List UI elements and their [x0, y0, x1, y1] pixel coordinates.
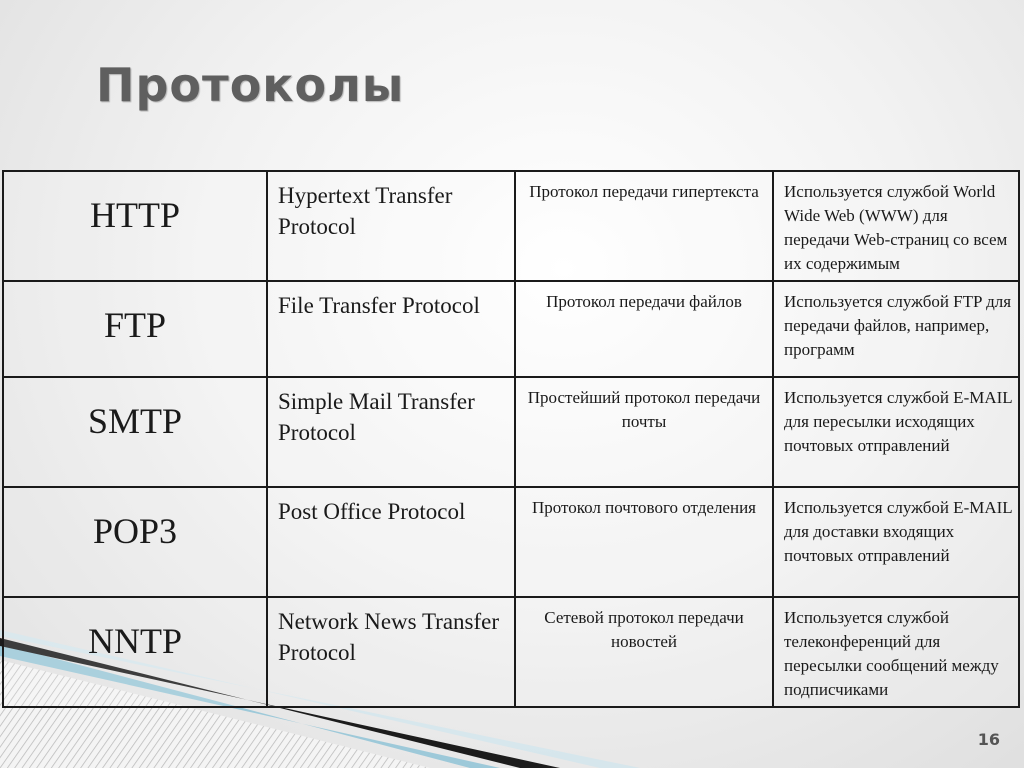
protocol-russian-name: Сетевой протокол передачи новостей: [544, 608, 744, 651]
table-row: [3, 597, 1019, 707]
protocol-abbr: POP3: [92, 511, 178, 551]
protocol-full-name: File Transfer Protocol: [278, 293, 480, 318]
protocol-abbr: NNTP: [87, 621, 182, 661]
protocol-full-name: Network News Transfer Protocol: [278, 609, 500, 665]
slide-title: Протоколы: [96, 58, 405, 112]
protocol-russian-name: Протокол передачи файлов: [546, 292, 742, 311]
protocol-usage: Используется службой World Wide Web (WWW) для передачи Web-страниц со всем их содержимым: [784, 182, 1008, 273]
protocols-table: [2, 170, 1020, 708]
protocol-russian-name: Протокол почтового отделения: [531, 498, 756, 517]
protocol-full-name: Hypertext Transfer Protocol: [278, 183, 453, 239]
protocol-russian-name: Протокол передачи гипертекста: [529, 182, 759, 201]
protocol-russian-name: Простейший протокол передачи почты: [527, 388, 761, 431]
protocol-abbr: HTTP: [90, 195, 180, 235]
page-number: 16: [977, 730, 1000, 749]
protocol-full-name: Post Office Protocol: [278, 499, 466, 524]
table-row: [3, 171, 1019, 281]
protocol-abbr: SMTP: [87, 401, 183, 441]
table-row: [3, 377, 1019, 487]
protocol-abbr: FTP: [103, 305, 167, 345]
protocol-usage: Используется службой E-MAIL для пересылки исходящих почтовых отправлений: [784, 388, 1013, 455]
protocol-usage: Используется службой E-MAIL для доставки входящих почтовых отправлений: [784, 498, 1013, 565]
table-row: [3, 281, 1019, 377]
protocol-usage: Используется службой FTP для передачи файлов, например, программ: [784, 292, 1012, 359]
protocol-usage: Используется службой телеконференций для пересылки сообщений между подписчиками: [784, 608, 999, 699]
table-row: [3, 487, 1019, 597]
protocol-full-name: Simple Mail Transfer Protocol: [278, 389, 475, 445]
